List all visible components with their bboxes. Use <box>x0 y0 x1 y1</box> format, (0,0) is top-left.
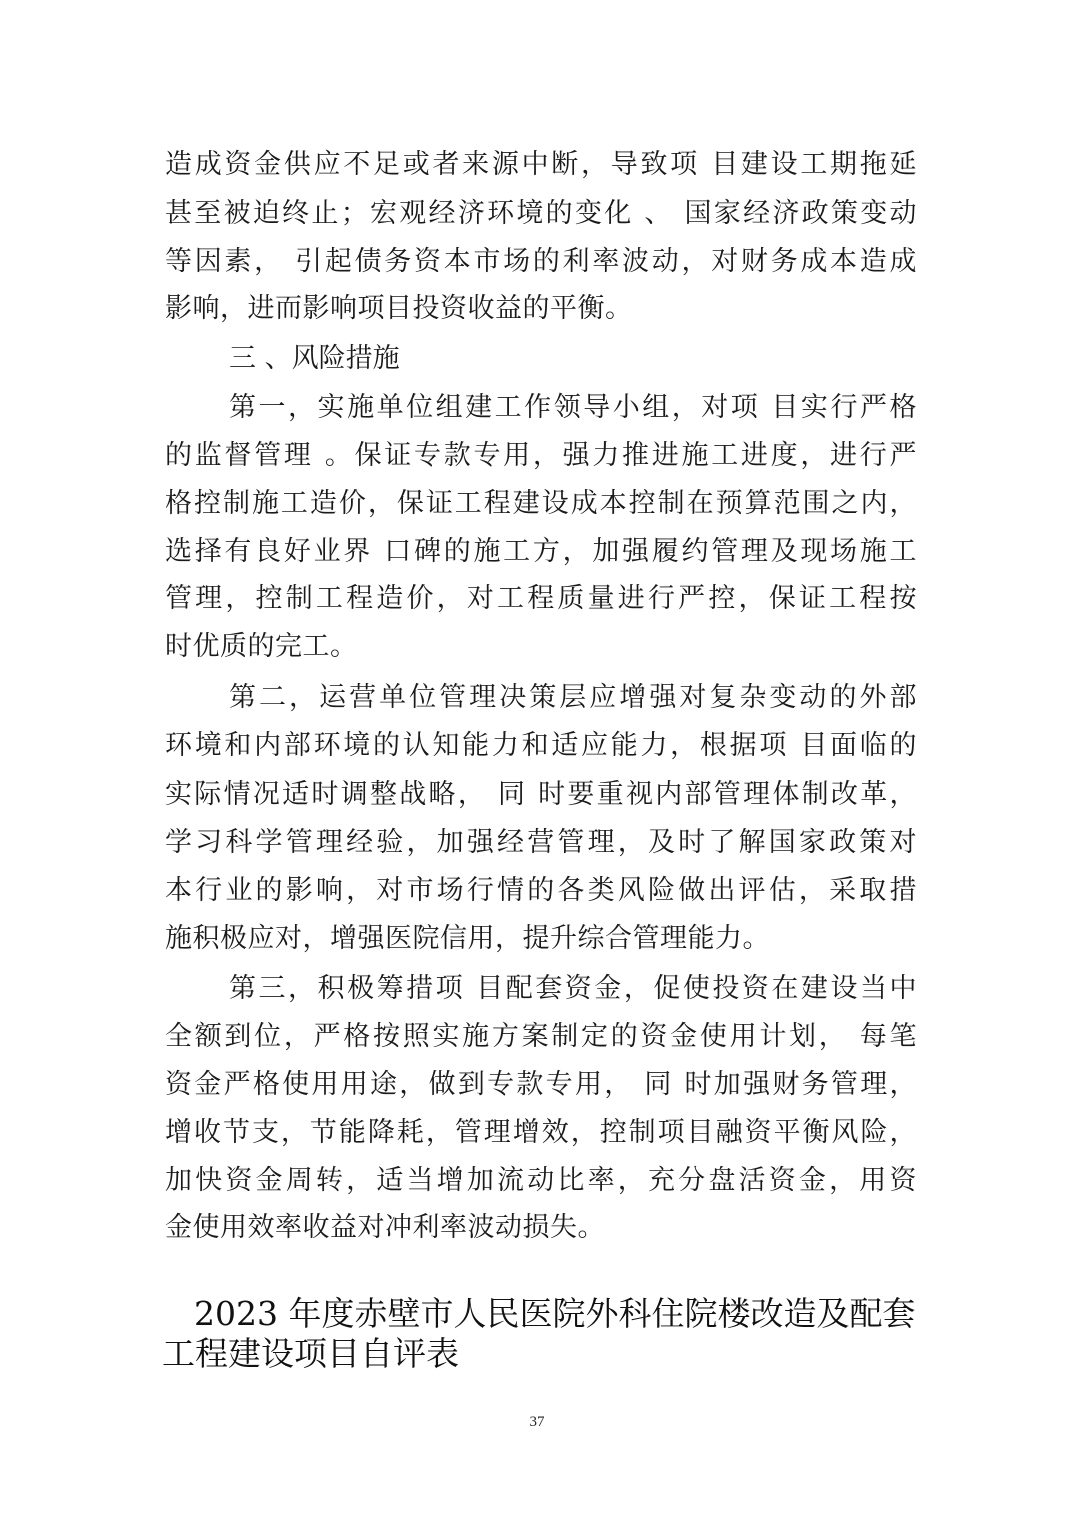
paragraph-2-line-2: 的监督管理 。保证专款专用，强力推进施工进度，进行严 <box>165 440 917 471</box>
paragraph-4-line-4: 增收节支，节能降耗，管理增效，控制项目融资平衡风险， <box>165 1117 917 1148</box>
paragraph-4-line-2: 全额到位，严格按照实施方案制定的资金使用计划， 每笔 <box>165 1021 917 1052</box>
paragraph-2-line-1: 第一，实施单位组建工作领导小组，对项 目实行严格 <box>229 392 917 423</box>
paragraph-1-line-2: 甚至被迫终止；宏观经济环境的变化 、 国家经济政策变动 <box>165 198 917 229</box>
paragraph-4-line-5: 加快资金周转，适当增加流动比率，充分盘活资金，用资 <box>165 1165 917 1196</box>
document-title-line-2: 工程建设项目自评表 <box>162 1334 459 1373</box>
paragraph-2-line-3: 格控制施工造价，保证工程建设成本控制在预算范围之内， <box>165 488 917 519</box>
document-title-line-1: 2023 年度赤壁市人民医院外科住院楼改造及配套 <box>194 1294 916 1333</box>
paragraph-3-line-5: 本行业的影响，对市场行情的各类风险做出评估，采取措 <box>165 875 917 906</box>
paragraph-2-line-5: 管理，控制工程造价，对工程质量进行严控，保证工程按 <box>165 583 917 614</box>
paragraph-1-line-3: 等因素， 引起债务资本市场的利率波动，对财务成本造成 <box>165 246 917 277</box>
page-number: 37 <box>529 1414 545 1430</box>
paragraph-4-line-6: 金使用效率收益对冲利率波动损失。 <box>165 1212 605 1243</box>
paragraph-4-line-1: 第三，积极筹措项 目配套资金，促使投资在建设当中 <box>229 973 917 1004</box>
paragraph-2-line-6: 时优质的完工。 <box>165 631 358 662</box>
section-heading: 三 、风险措施 <box>229 343 400 374</box>
paragraph-1-line-4: 影响，进而影响项目投资收益的平衡。 <box>165 293 633 324</box>
paragraph-3-line-3: 实际情况适时调整战略， 同 时要重视内部管理体制改革， <box>165 779 917 810</box>
paragraph-1-line-1: 造成资金供应不足或者来源中断，导致项 目建设工期拖延 <box>165 149 917 180</box>
paragraph-3-line-4: 学习科学管理经验，加强经营管理，及时了解国家政策对 <box>165 827 917 858</box>
paragraph-3-line-1: 第二，运营单位管理决策层应增强对复杂变动的外部 <box>229 682 917 713</box>
paragraph-3-line-2: 环境和内部环境的认知能力和适应能力，根据项 目面临的 <box>165 730 917 761</box>
paragraph-4-line-3: 资金严格使用用途，做到专款专用， 同 时加强财务管理， <box>165 1069 917 1100</box>
paragraph-3-line-6: 施积极应对，增强医院信用，提升综合管理能力。 <box>165 923 770 954</box>
paragraph-2-line-4: 选择有良好业界 口碑的施工方，加强履约管理及现场施工 <box>165 536 917 567</box>
